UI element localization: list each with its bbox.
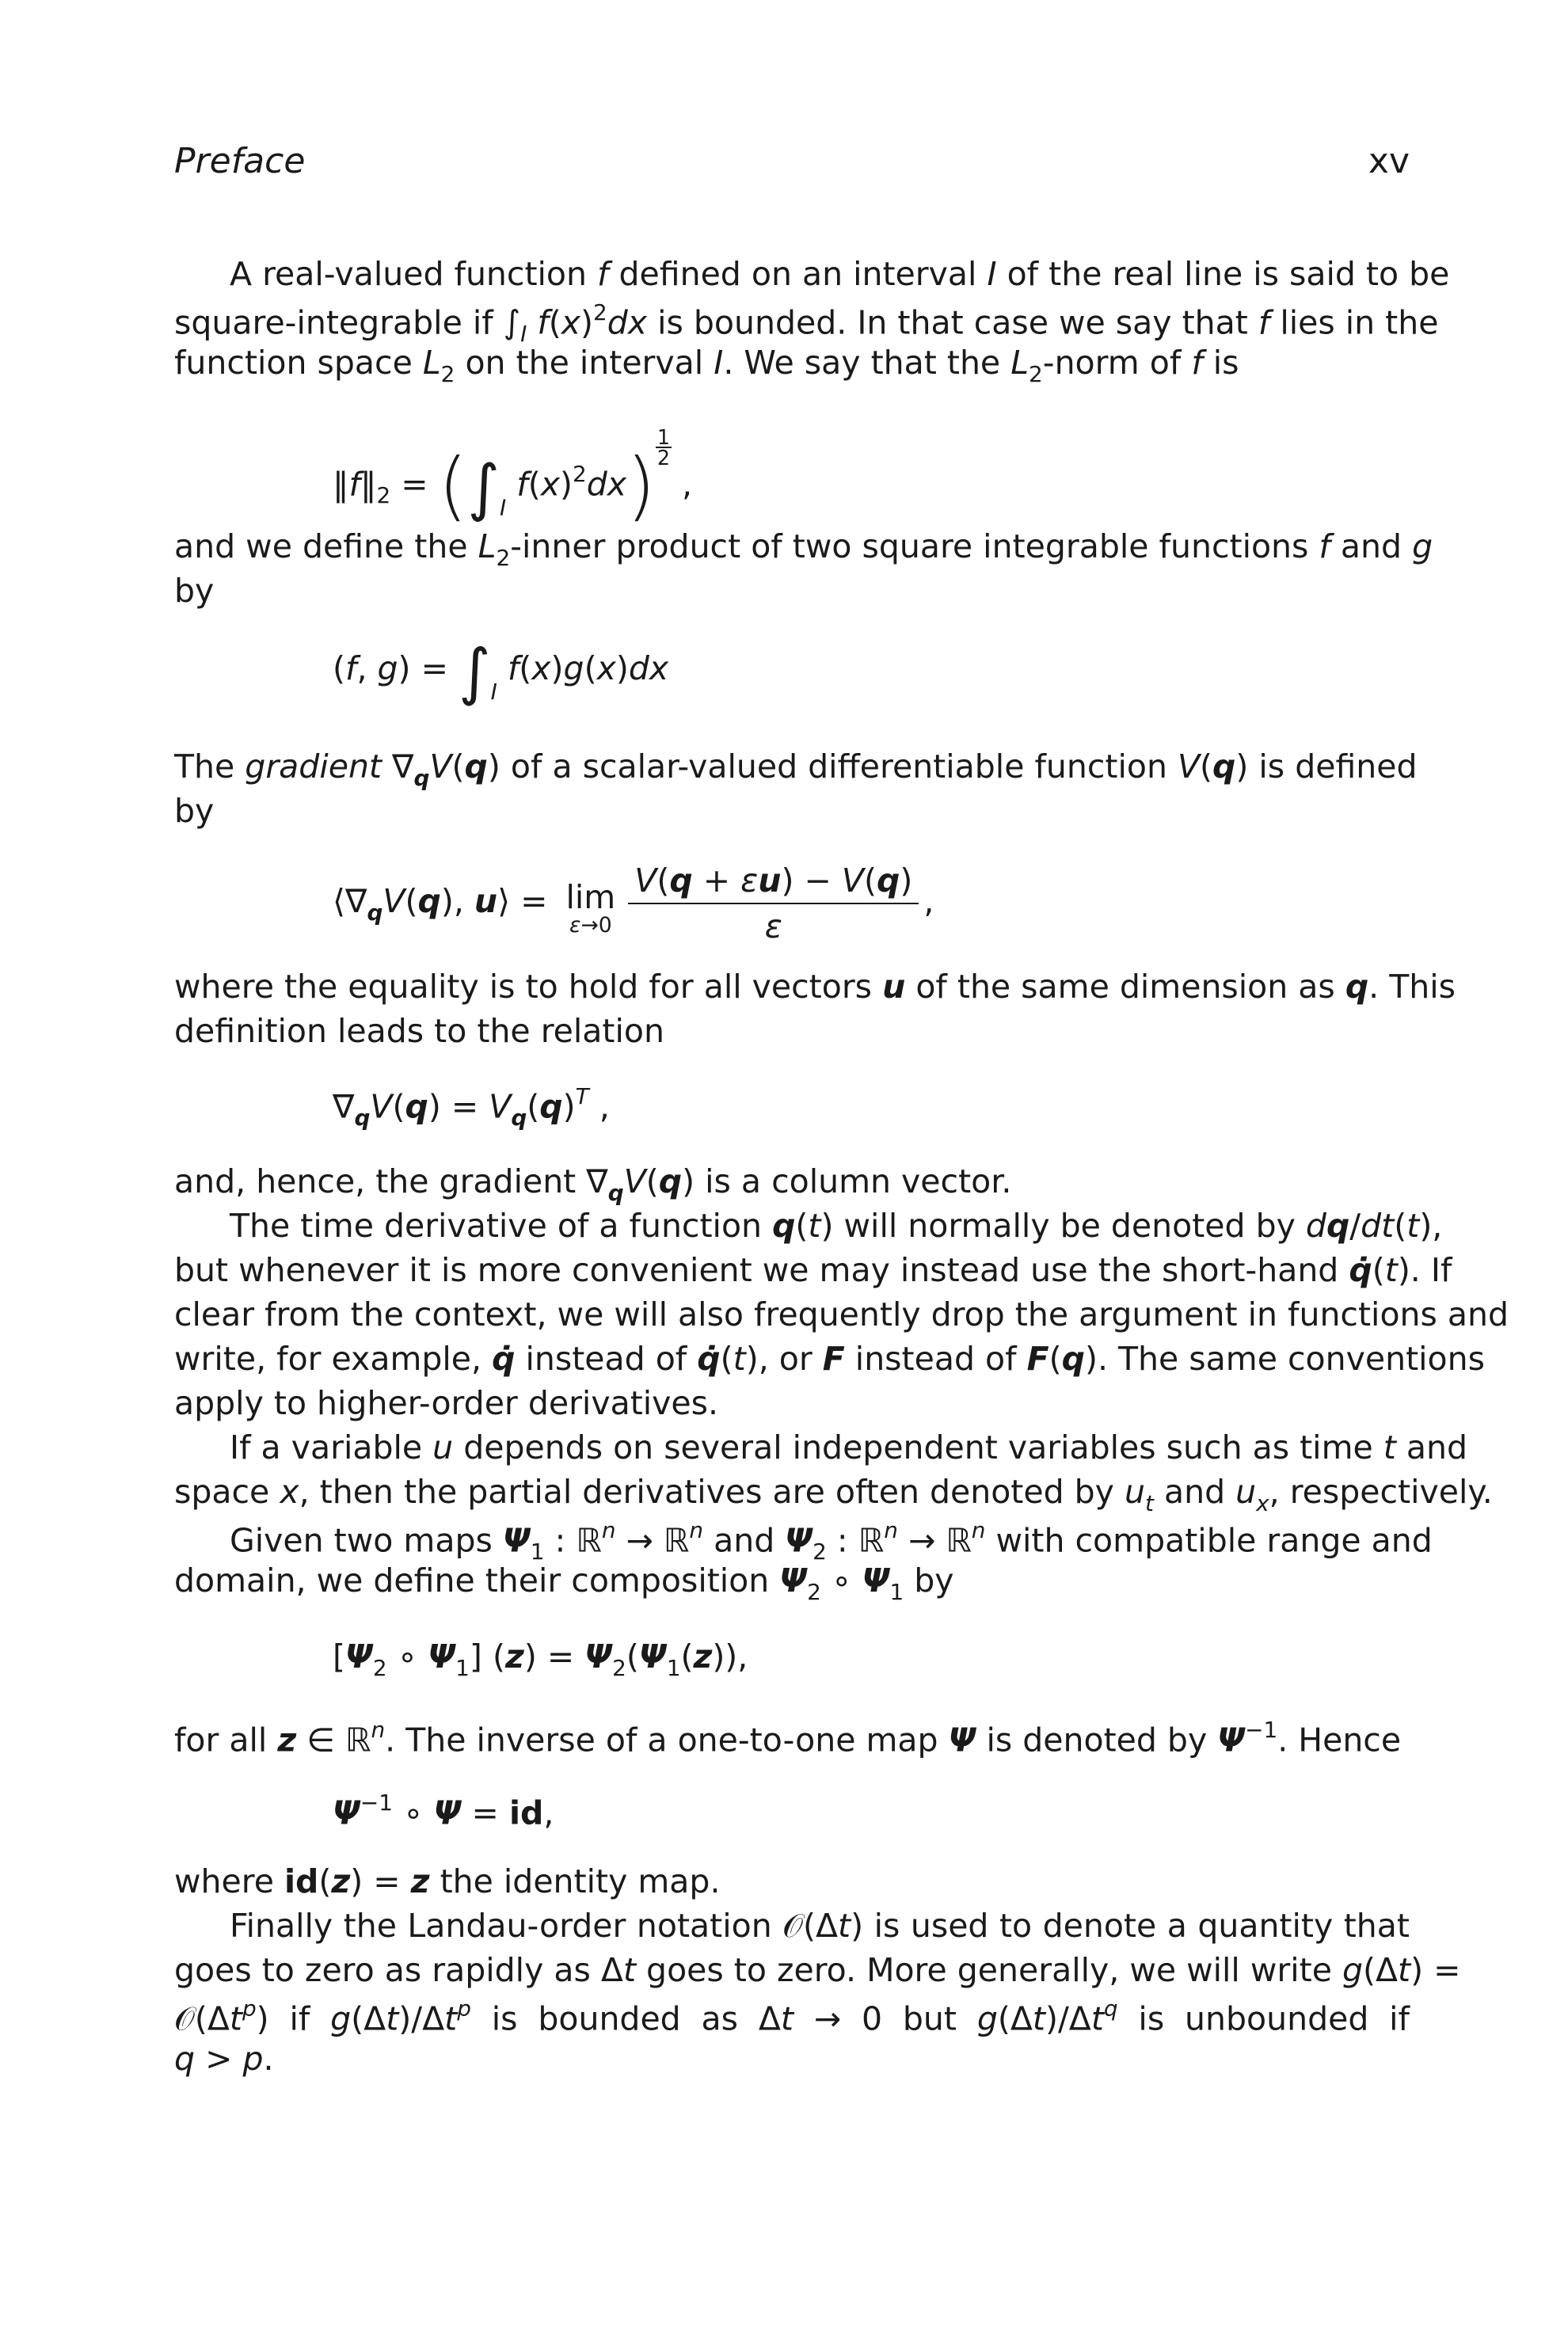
text-line: by: [174, 572, 215, 610]
text-line: The time derivative of a function q(t) will normally be denoted by dq/dt(t),: [230, 1207, 1443, 1245]
text-line: q > p.: [174, 2040, 274, 2078]
text-line: Given two maps $\Psi_1$ : ℝ$^n$ → ℝ$^n$ and $\Psi_2$ : ℝ$^n$ → ℝ$^n$ with compatible range and: [230, 1517, 1433, 1565]
equation-l2-norm: $‖f‖_2 = (\int_I$ $f(x)^2dx$) $\frac{1}{2}$ ,: [333, 425, 693, 530]
text-line: If a variable u depends on several independent variables such as time t and: [230, 1428, 1468, 1466]
text-line: by: [174, 792, 215, 830]
text-line: Finally the Landau-order notation 𝒪(Δt) is used to denote a quantity that: [230, 1907, 1410, 1945]
text-line: for all z ∈ ℝ$^n$. The inverse of a one-to-one map Ψ is denoted by $\Psi^{-1}$. Hence: [174, 1717, 1402, 1759]
text-line: and we define the $L_2$-inner product of two square integrable functions f and g: [174, 527, 1433, 571]
equation-inverse: $\Psi^{-1}$ ∘ Ψ = id,: [333, 1790, 554, 1832]
text-line: where the equality is to hold for all vectors u of the same dimension as q. This: [174, 968, 1456, 1006]
text-line: where id(z) = z the identity map.: [174, 1862, 721, 1900]
page-number: xv: [1368, 141, 1410, 181]
text-line: space x, then the partial derivatives are often denoted by $u_t$ and $u_x$, respectively.: [174, 1473, 1493, 1516]
text-line: The gradient $\nabla_qV(q)$ of a scalar-valued differentiable function V(q) is defined: [174, 747, 1418, 791]
equation-gradient-relation: $\nabla_qV(q) = V_q(q)^T$ ,: [333, 1083, 610, 1132]
text-line: A real-valued function f defined on an interval I of the real line is said to be: [230, 255, 1450, 293]
text-line: domain, we define their composition $\Psi_2$ ∘ $\Psi_1$ by: [174, 1562, 954, 1605]
text-line: square-integrable if $\int_I$ $f(x)^2dx$ is bounded. In that case we say that f lies in the: [174, 299, 1439, 348]
running-header: Preface: [174, 141, 306, 181]
text-line: $𝒪(\Delta t^p)$ if $g(\Delta t)/\Delta t^p$ is bounded as Δt → 0 but $g(\Delta t)/\Delta t^q$ is unbounded if: [174, 1995, 1410, 2038]
text-line: but whenever it is more convenient we may instead use the short-hand q̇(t). If: [174, 1251, 1452, 1289]
text-line: and, hence, the gradient $\nabla_qV(q)$ is a column vector.: [174, 1162, 1012, 1206]
text-line: write, for example, q̇ instead of q̇(t), or F instead of F(q). The same conventions: [174, 1340, 1485, 1378]
equation-gradient-definition: $⟨\nabla_qV(q)$, u⟩ = lim ε→0 $\frac{V(q + \varepsilon u) - V(q)}{\varepsilon}$ ,: [333, 862, 934, 945]
text-line: apply to higher-order derivatives.: [174, 1384, 719, 1422]
text-line: definition leads to the relation: [174, 1012, 664, 1050]
text-line: goes to zero as rapidly as Δt goes to zero. More generally, we will write g(Δt) =: [174, 1951, 1461, 1989]
equation-inner-product: (f, $g) = \int_I$ f(x)g(x)dx: [333, 637, 669, 709]
equation-composition: [$\Psi_2$ ∘ $\Psi_1$] $(z) = \Psi_2(\Psi_1(z))$,: [333, 1638, 748, 1681]
text-line: function space $L_2$ on the interval I. We say that the $L_2$-norm of f is: [174, 344, 1239, 387]
text-line: clear from the context, we will also frequently drop the argument in functions and: [174, 1295, 1509, 1333]
